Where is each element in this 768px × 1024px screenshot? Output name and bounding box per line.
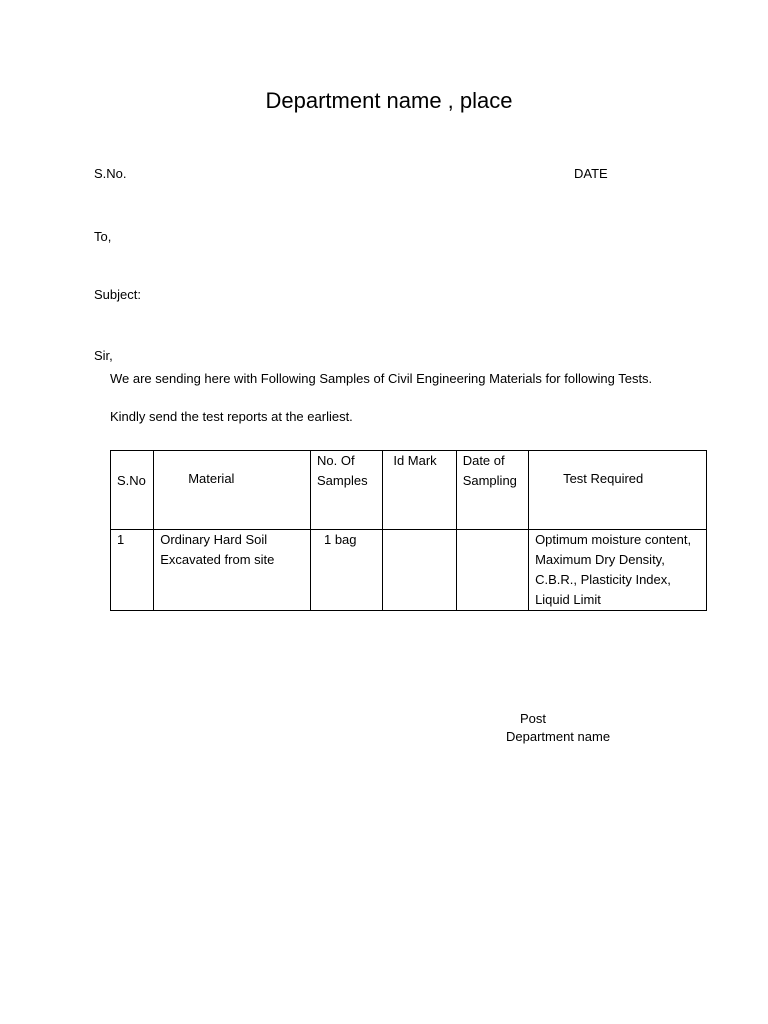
signature-department: Department name [506,729,611,744]
serial-number-label: S.No. [94,166,127,181]
header-id-mark: Id Mark [383,451,456,530]
signature-post: Post [520,711,547,726]
cell-test-required: Optimum moisture content, Maximum Dry Density, C.B.R., Plasticity Index, Liquid Limit [529,530,707,611]
page-title: Department name , place [265,88,513,113]
cell-id-mark [383,530,456,611]
header-material: Material [154,451,311,530]
cell-material: Ordinary Hard Soil Excavated from site [154,530,311,611]
table-row [111,530,707,611]
cell-sno: 1 [111,530,154,611]
letter-body-request: Kindly send the test reports at the earliest. [110,409,353,424]
table-header-row [111,451,707,530]
header-test-required: Test Required [529,451,707,530]
header-date-of-sampling: Date of Sampling [456,451,528,530]
header-sno: S.No [111,451,154,530]
letter-body-paragraph: We are sending here with Following Samples of Civil Engineering Materials for following Tests. [110,371,653,386]
salutation: Sir, [94,348,113,363]
header-number-of-samples: No. Of Samples [310,451,382,530]
cell-date-of-sampling [456,530,528,611]
cell-number-of-samples: 1 bag [310,530,382,611]
recipient-label: To, [94,229,112,244]
subject-label: Subject: [94,287,141,302]
date-label: DATE [574,166,608,181]
samples-table [110,450,707,611]
